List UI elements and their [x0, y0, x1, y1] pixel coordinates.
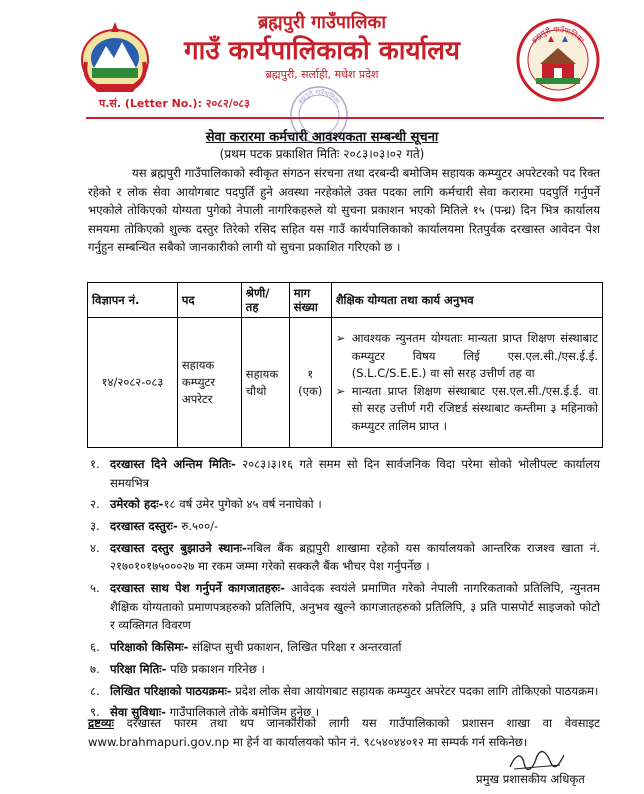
- list-item: ९. सेवा सुविधाः- गाउँपालिकाले तोके बमोजिम हुनेछ ।: [90, 705, 320, 720]
- arrow-bullet-icon: ➢: [335, 383, 346, 398]
- stamp-text: ब्रह्मपुरी गाउँपालिका: [296, 88, 341, 106]
- note-label: द्रष्टव्यः: [88, 716, 114, 730]
- svg-text:ब्रह्मपुरी गाउँपालिका: [297, 88, 341, 105]
- notice-intro: यस ब्रह्मपुरी गाउँपालिकाको स्वीकृत संगठन संरचना तथा दरबन्दी बमोजिम सहायक कम्प्युटर अपरेटरको पद रिक्त रहेको र लोक सेवा आयोगबाट पदपुर्ति हुने अवस्था नरहेकोले उक्त पदका लागि कर्मचारी सेवा करारमा पदपुर्ति गर्नुपर्ने भएकोले तोकिएको योग्यता पुगेको नेपाली नागरिकहरुले यो सुचना प्रकाशन भएको मितिले १५ (पन्ध्र) दिन भित्र कार्यालय समयमा तोकिएको शुल्क दस्तुर तिरेको रसिद सहित यस गाउँ कार्यपालिकाको कार्यालयमा रितपुर्वक दरखास्त आवेदन पेश गर्नुहुन सम्बन्धित सबैको जानकारीको लागी यो सुचना प्रकाशित गरिएको छ ।: [88, 166, 600, 255]
- header-post: पद: [177, 283, 241, 318]
- requirements-list: [336, 330, 598, 435]
- vacancy-table: [87, 282, 603, 448]
- letter-number: प.सं. (Letter No.): २०८२/०८३: [99, 97, 250, 110]
- notice-title: सेवा करारमा कर्मचारी आवश्यकता सम्बन्धी सूचना: [205, 130, 439, 145]
- table-row: [88, 318, 603, 448]
- office-name: गाउँ कार्यपालिकाको कार्यालय: [184, 36, 460, 66]
- list-item: ➢ मान्यता प्राप्त शिक्षण संस्थाबाट एस.एल.सी./एस.ई.ई. वा सो सरह उत्तीर्ण गरी रजिष्टर्ड संस्थाबाट कम्तीमा ३ महिनाको कम्प्युटर तालिम प्राप्त ।: [335, 383, 598, 433]
- municipality-seal-icon: [516, 18, 600, 102]
- cell-ad-no: १४/२०८२-०८३: [88, 318, 178, 448]
- notice-subtitle: (प्रथम पटक प्रकाशित मितिः २०८३।०३।०२ गते): [219, 147, 425, 161]
- office-address: ब्रह्मपुरी, सर्लाही, मधेश प्रदेश: [265, 68, 379, 81]
- list-item: ८. लिखित परिक्षाको पाठयक्रमः- प्रदेश लोक सेवा आयोगबाट सहायक कम्प्युटर अपरेटर पदका लागि तोकिएको पाठयक्रम।: [90, 683, 599, 698]
- list-item: ७. परिक्षा मितिः- पछि प्रकाशन गरिनेछ ।: [90, 661, 265, 676]
- header-ad-no: विज्ञापन नं.: [88, 283, 178, 318]
- list-item: १. दरखास्त दिने अन्तिम मितिः- २०८३।३।१६ गते समम सो दिन सार्वजनिक विदा परेमा सोको भोलीपल्ट कार्यालय समयभित्र: [90, 457, 600, 490]
- cell-demand: १ (एक): [289, 318, 331, 448]
- municipality-name: ब्रह्मपुरी गाउँपालिका: [257, 12, 387, 33]
- list-item: ५. दरखास्त साथ पेश गर्नुपर्ने कागजातहरुः- आवेदक स्वयंले प्रमाणित गरेको नेपाली नागरिकताको प्रतिलिपि, न्युनतम शैक्षिक योग्यताको प्रमाणपत्रहरुको प्रतिलिपि, अनुभव खुल्ने कागजातहरुको प्रतिलिपि, ३ प्रति पासपोर्ट साइजको फोटो र व्यक्तिगत विवरण: [90, 581, 600, 633]
- cell-level: सहायक चौथो: [241, 318, 289, 448]
- note-text: दरखास्त फारम तथा थप जानकारीको लागी यस गाउँपालिकाको प्रशासन शाखा वा वेवसाइट www.brahmapuri.gov.np मा हेर्न वा कार्यालयको फोन नं. ९८५४०४४०१२ मा सम्पर्क गर्न सकिनेछ।: [88, 716, 600, 749]
- list-item: ३. दरखास्त दस्तुरः- रु.५००/-: [90, 519, 219, 534]
- header-level: श्रेणी/ तह: [241, 283, 289, 318]
- note: [88, 714, 600, 752]
- header-demand: माग संख्या: [289, 283, 331, 318]
- cell-requirements: [331, 318, 602, 448]
- list-item: २. उमेरको हदः-१८ वर्ष उमेर पुगेको ४५ वर्ष ननाघेको ।: [90, 497, 322, 512]
- table-header-row: [88, 283, 603, 318]
- list-item: ➢ आवश्यक न्युनतम योग्यताः मान्यता प्राप्त शिक्षण संस्थाबाट कम्प्युटर विषय लिई एस.एल.सी./एस.ई.ई. (S.L.C/S.E.E.) वा सो सरह उत्तीर्ण तह वा: [335, 331, 598, 380]
- cell-post: सहायक कम्प्युटर अपरेटर: [177, 318, 241, 448]
- conditions-list: [88, 455, 600, 725]
- signatory-title: प्रमुख प्रशासकीय अधिकृत: [476, 772, 585, 786]
- list-item: ६. परिक्षाको किसिमः- संक्षिप्त सुची प्रकाशन, लिखित परिक्षा र अन्तरवार्ता: [90, 639, 402, 654]
- signature-icon: [506, 749, 566, 773]
- list-item: ४. दरखास्त दस्तुर बुझाउने स्थानः-नबिल बैंक ब्रह्मपुरी शाखामा रहेको यस कार्यालयको आन्तरिक राजश्व खाता नं. २१७०१०१७५०००२७ मा रकम जम्मा गरेको सक्कलै बैंक भौचर पेश गर्नुपर्नेछ ।: [90, 540, 600, 574]
- header-requirements: शैक्षिक योग्यता तथा कार्य अनुभव: [331, 283, 602, 318]
- arrow-bullet-icon: ➢: [335, 331, 346, 345]
- seal-text: ब्रह्मपुरी गाउँपालिका: [529, 24, 587, 45]
